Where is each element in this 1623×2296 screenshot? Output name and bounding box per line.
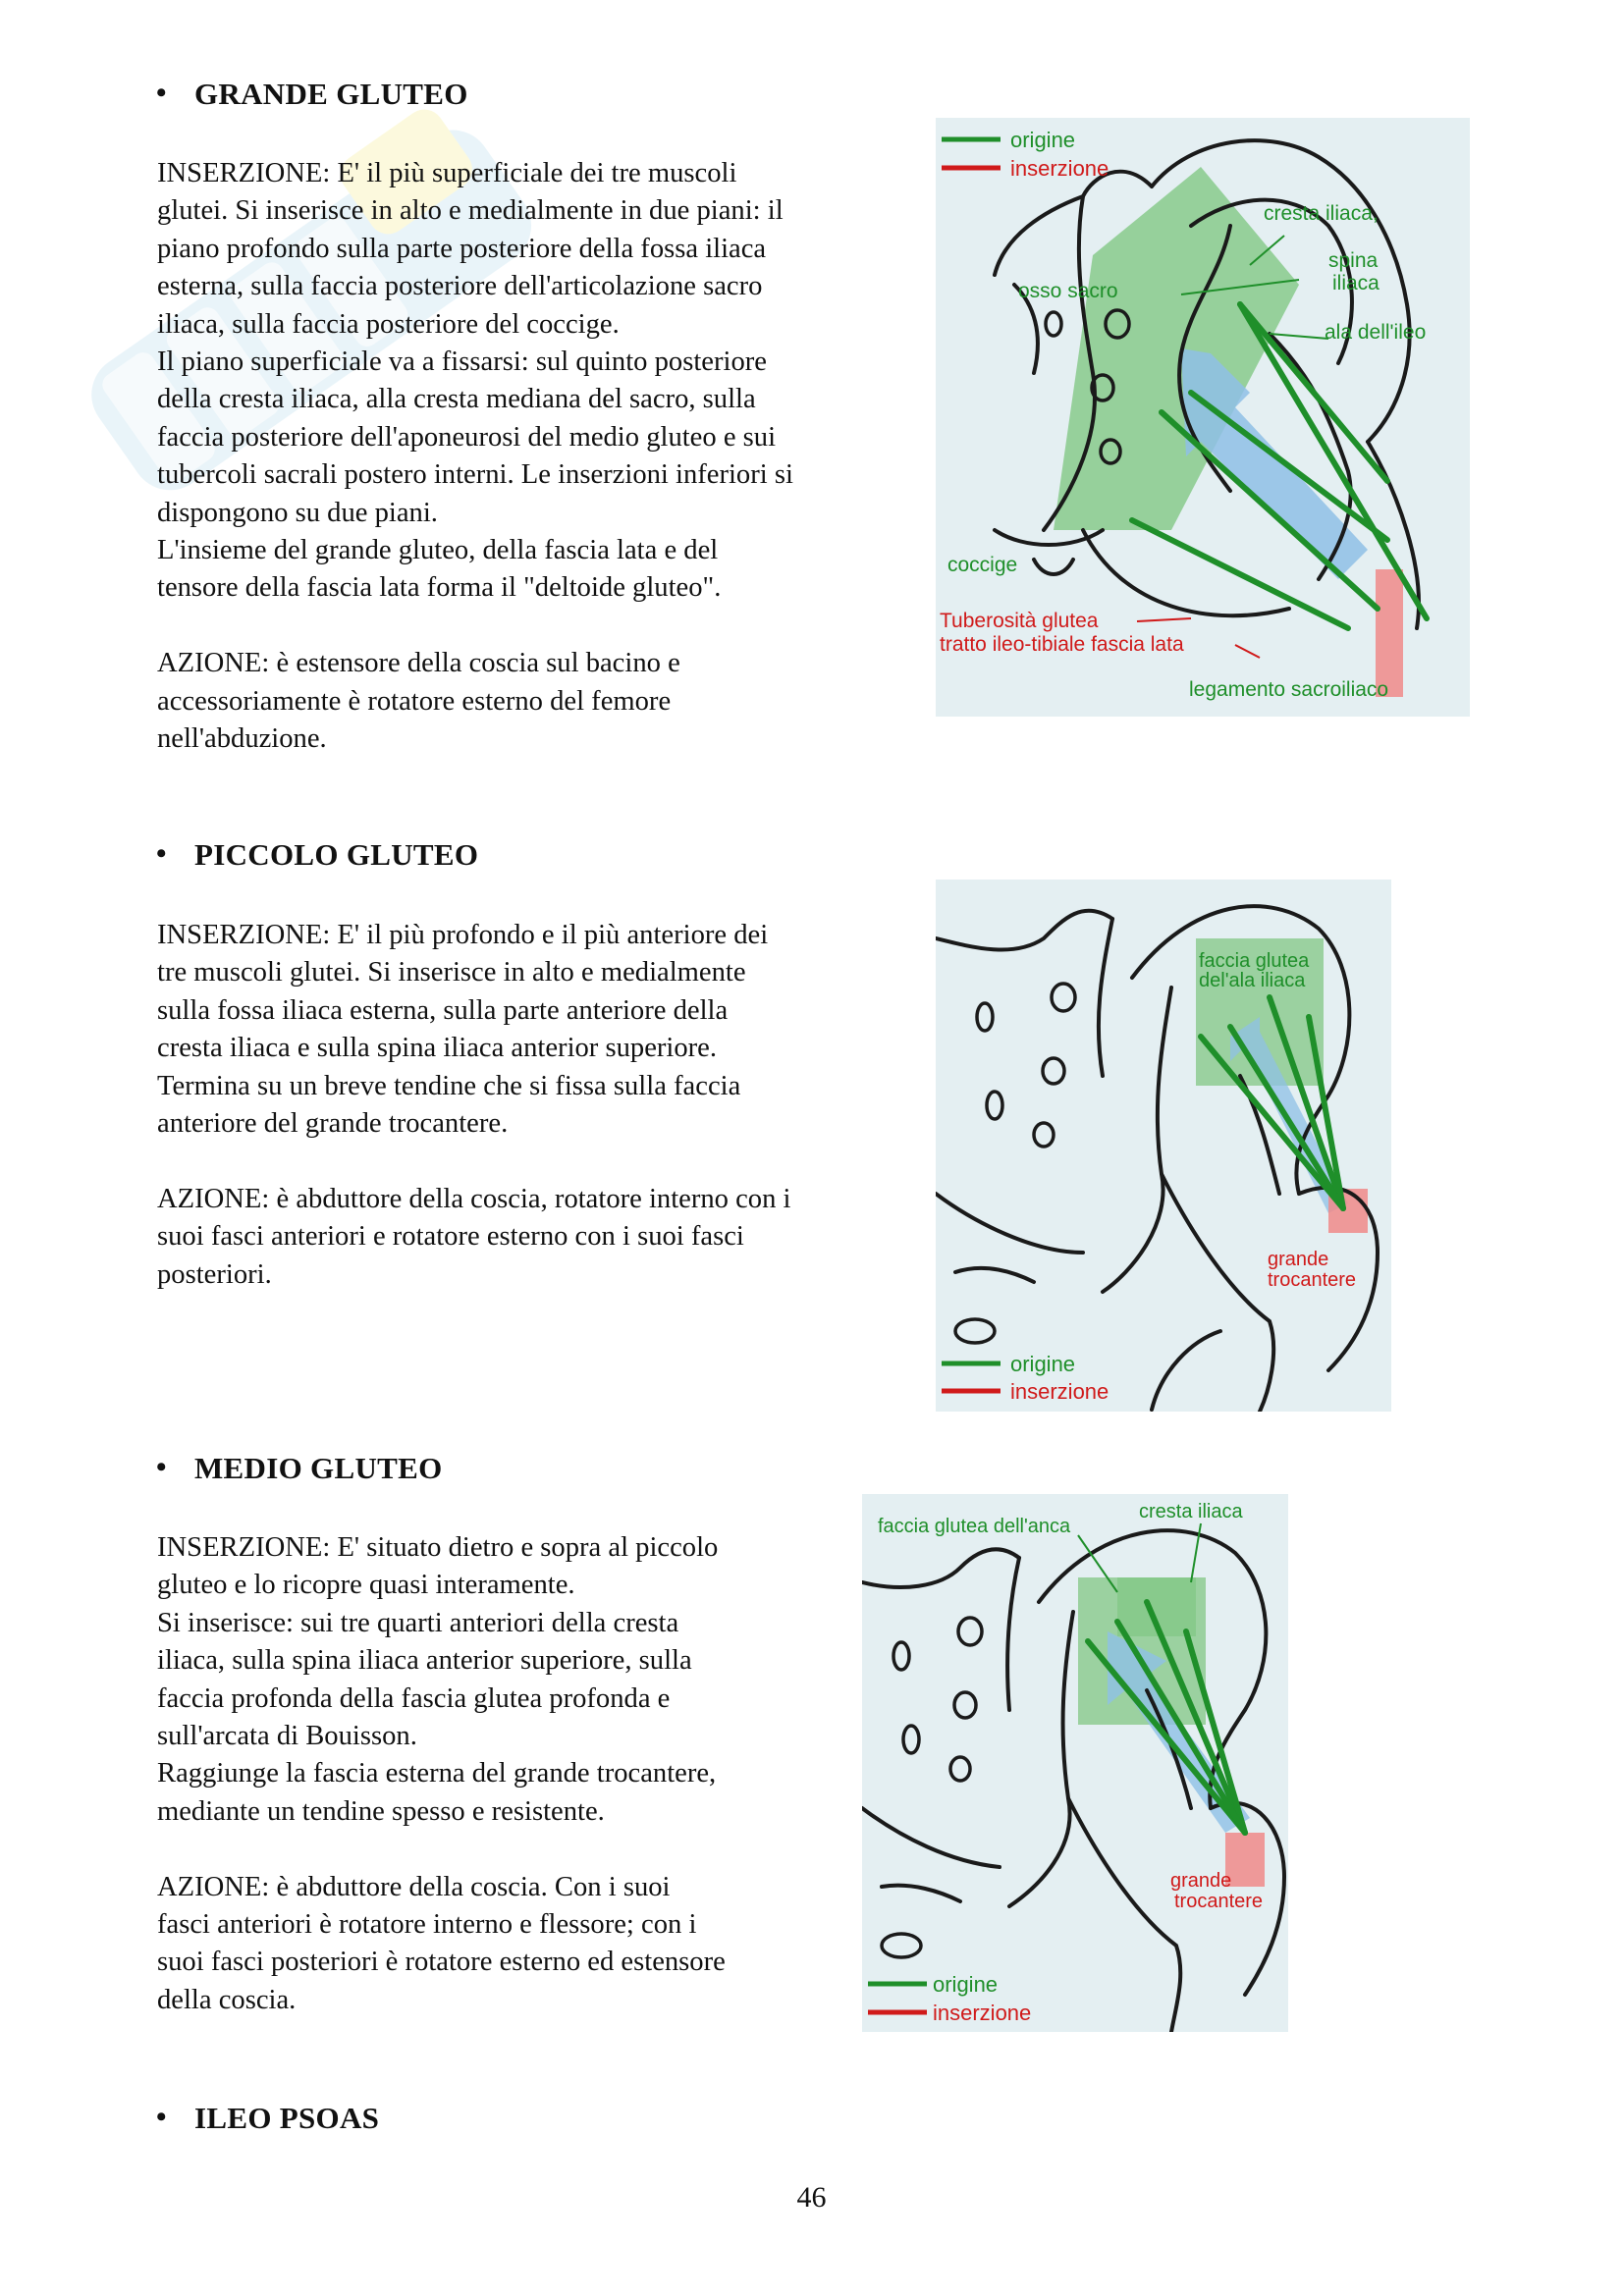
text-line: accessoriamente è rotatore esterno del femore	[157, 685, 672, 717]
text-line: iliaca, sulla faccia posteriore del coccige.	[157, 308, 620, 340]
legend-origin-label: origine	[1010, 1352, 1076, 1376]
section-heading	[157, 837, 478, 873]
text-line: dispongono su due piani.	[157, 497, 438, 528]
heading-text: ILEO PSOAS	[194, 2101, 380, 2135]
text-line: nell'abduzione.	[157, 723, 327, 755]
text-line: faccia posteriore dell'aponeurosi del medio gluteo e sui	[157, 421, 777, 453]
text-line: suoi fasci posteriori è rotatore esterno ed estensore	[157, 1947, 726, 1978]
legend-origin-label: origine	[933, 1972, 999, 1997]
page-number: 46	[796, 2181, 827, 2214]
pelvis-diagram	[936, 880, 1391, 1412]
text-line: fasci anteriori è rotatore interno e flessore; con i	[157, 1909, 697, 1941]
label-ala-iliaca: del'ala iliaca	[1199, 970, 1306, 991]
text-line: Si inserisce: sui tre quarti anteriori della cresta	[157, 1607, 679, 1638]
text-line: INSERZIONE: E' il più superficiale dei tre muscoli	[157, 158, 737, 188]
text-line: AZIONE: è estensore della coscia sul bacino e	[157, 648, 680, 679]
label-coccige: coccige	[947, 554, 1018, 576]
pelvis-diagram	[862, 1494, 1288, 2032]
text-line: tensore della fascia lata forma il "deltoide gluteo".	[157, 572, 722, 604]
label-osso-sacro: osso sacro	[1018, 280, 1118, 302]
text-line: AZIONE: è abduttore della coscia, rotatore interno con i	[157, 1183, 791, 1214]
label-cresta-iliaca: cresta iliaca,	[1264, 202, 1379, 225]
label-grande: grande	[1170, 1870, 1232, 1892]
text-line: tre muscoli glutei. Si inserisce in alto e medialmente	[157, 957, 746, 988]
label-tratto-ileo-tibiale: tratto ileo-tibiale fascia lata	[940, 633, 1184, 656]
section-heading	[157, 2101, 379, 2136]
label-grande: grande	[1268, 1249, 1329, 1270]
text-line: esterna, sulla faccia posteriore dell'articolazione sacro	[157, 271, 763, 302]
section-body	[157, 917, 791, 1294]
figure-piccolo-gluteo	[936, 880, 1391, 1412]
text-line: INSERZIONE: E' il più profondo e il più anteriore dei	[157, 920, 769, 950]
text-line: iliaca, sulla spina iliaca anterior superiore, sulla	[157, 1645, 692, 1677]
text-line: Termina su un breve tendine che si fissa sulla faccia	[157, 1070, 741, 1101]
label-trocantere: trocantere	[1268, 1269, 1357, 1291]
legend-insertion-label: inserzione	[1010, 1379, 1109, 1404]
bullet: •	[156, 77, 167, 109]
label-faccia-glutea: faccia glutea	[1199, 950, 1310, 972]
label-ala-ileo: ala dell'ileo	[1325, 321, 1427, 344]
text-line: della cresta iliaca, alla cresta mediana del sacro, sulla	[157, 384, 756, 415]
text-line: Raggiunge la fascia esterna del grande trocantere,	[157, 1758, 717, 1789]
text-line: faccia profonda della fascia glutea profonda e	[157, 1682, 671, 1714]
heading-text: MEDIO GLUTEO	[194, 1451, 443, 1485]
bullet: •	[156, 1451, 167, 1483]
section-body	[157, 1529, 726, 2019]
text-line: Il piano superficiale va a fissarsi: sul quinto posteriore	[157, 347, 767, 378]
bullet: •	[156, 837, 167, 870]
text-line: gluteo e lo ricopre quasi interamente.	[157, 1570, 575, 1601]
label-faccia-glutea-anca: faccia glutea dell'anca	[878, 1516, 1071, 1537]
text-line: suoi fasci anteriori e rotatore esterno con i suoi fasci	[157, 1221, 744, 1253]
legend-origin-label: origine	[1010, 128, 1076, 152]
text-line: sulla fossa iliaca esterna, sulla parte anteriore della	[157, 994, 729, 1026]
text-line: glutei. Si inserisce in alto e medialmente in due piani: il	[157, 195, 784, 227]
text-line: L'insieme del grande gluteo, della fascia lata e del	[157, 535, 719, 566]
section-body	[157, 155, 793, 758]
label-trocantere: trocantere	[1174, 1891, 1264, 1912]
heading-text: GRANDE GLUTEO	[194, 77, 468, 111]
text-line: AZIONE: è abduttore della coscia. Con i suoi	[157, 1871, 671, 1902]
text-line: posteriori.	[157, 1258, 272, 1290]
text-line: cresta iliaca e sulla spina iliaca anterior superiore.	[157, 1033, 718, 1064]
label-spina: spina	[1328, 249, 1379, 272]
section-heading	[157, 1451, 443, 1486]
legend-insertion-label: inserzione	[1010, 156, 1109, 181]
text-line: INSERZIONE: E' situato dietro e sopra al piccolo	[157, 1532, 719, 1563]
label-legamento-sacroiliaco: legamento sacroiliaco	[1189, 678, 1389, 701]
legend-insertion-label: inserzione	[933, 2001, 1032, 2025]
bullet: •	[156, 2101, 167, 2133]
text-line: tubercoli sacrali postero interni. Le inserzioni inferiori si	[157, 459, 793, 491]
text-line: anteriore del grande trocantere.	[157, 1108, 509, 1140]
text-line: mediante un tendine spesso e resistente.	[157, 1795, 605, 1827]
text-line: sull'arcata di Bouisson.	[157, 1721, 417, 1752]
text-line: piano profondo sulla parte posteriore della fossa iliaca	[157, 233, 767, 264]
label-tuberosita-glutea: Tuberosità glutea	[940, 610, 1099, 632]
pelvis-diagram	[936, 118, 1470, 717]
label-iliaca: iliaca	[1332, 272, 1380, 294]
text-line: della coscia.	[157, 1984, 297, 2015]
figure-medio-gluteo	[862, 1494, 1288, 2032]
section-heading	[157, 77, 468, 112]
label-cresta-iliaca: cresta iliaca	[1139, 1501, 1243, 1522]
figure-grande-gluteo	[936, 118, 1470, 717]
heading-text: PICCOLO GLUTEO	[194, 837, 479, 872]
